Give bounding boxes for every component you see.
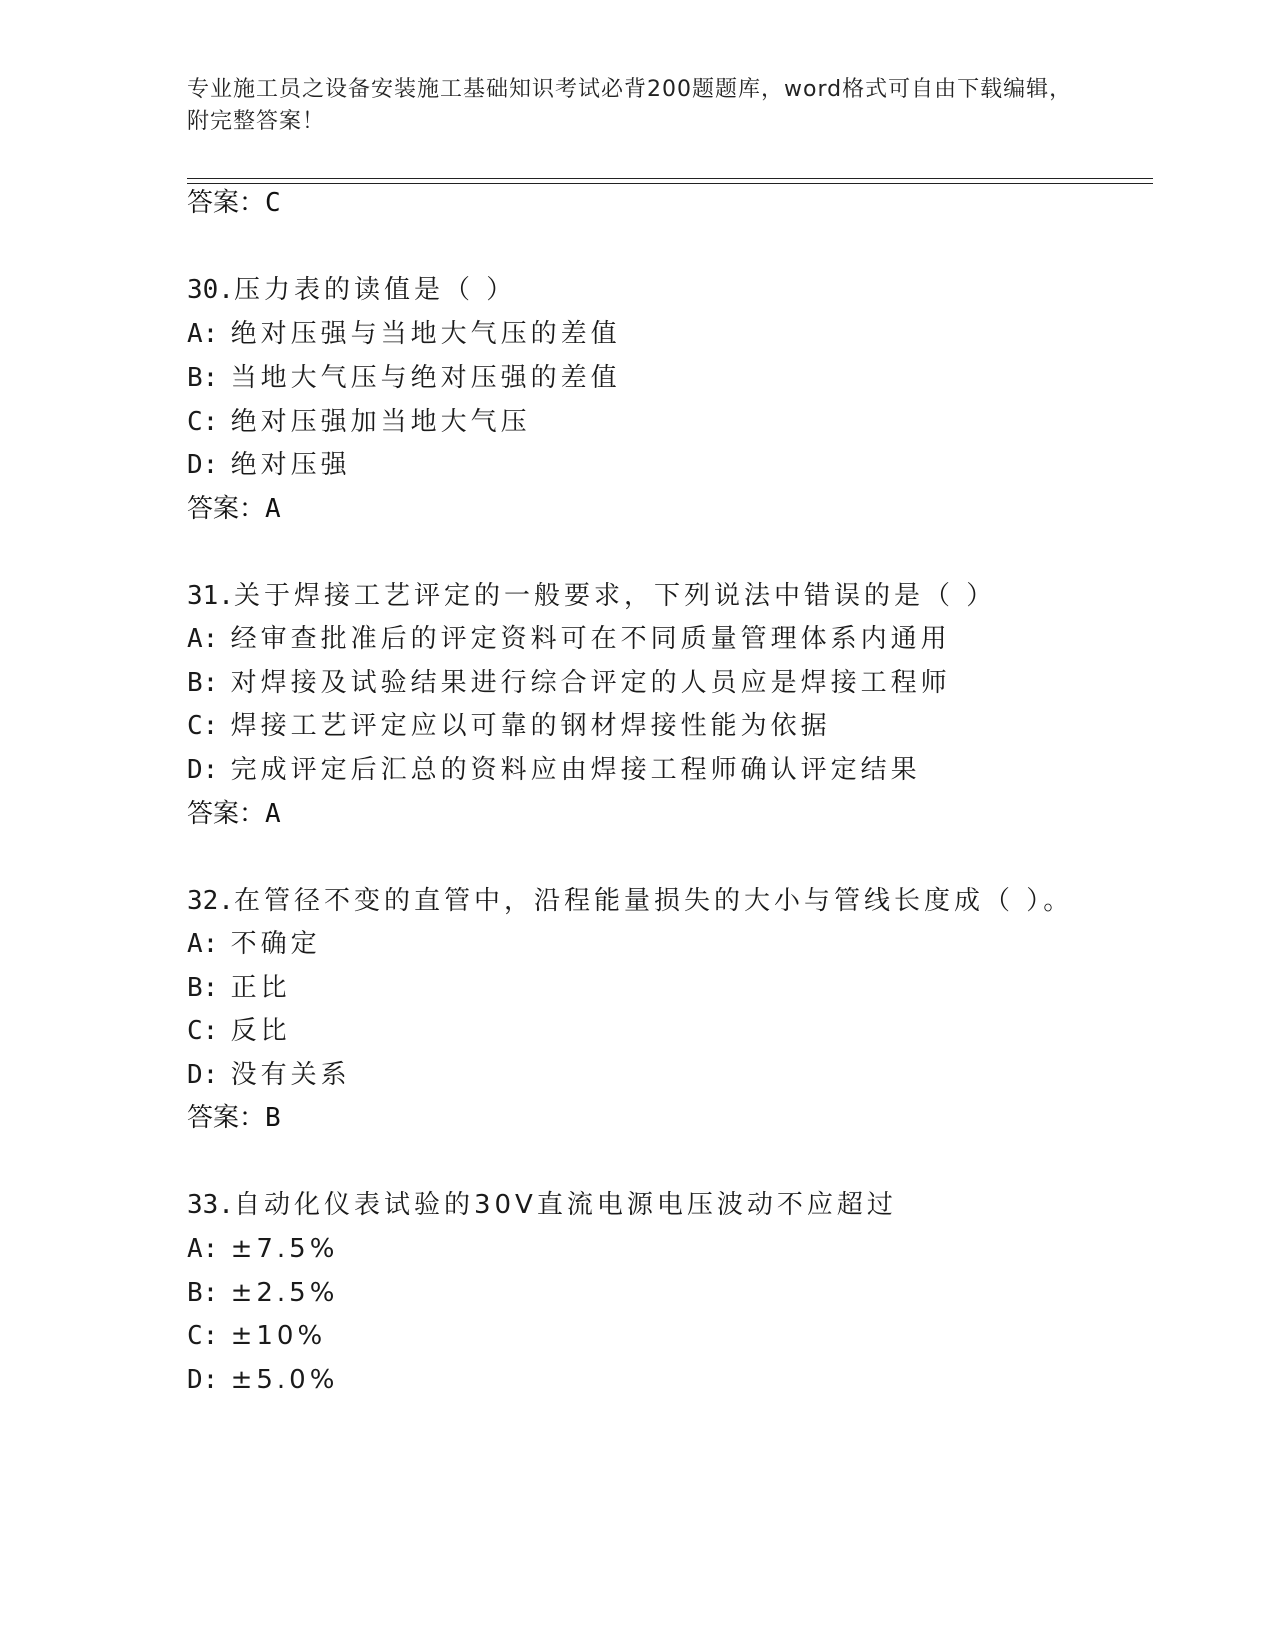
option-key: C: (187, 407, 219, 437)
option-text: ±7.5% (230, 1234, 339, 1264)
option-key: D: (187, 1060, 219, 1090)
question-text: 压力表的读值是（ ） (233, 275, 517, 305)
option-key: D: (187, 755, 219, 785)
option-key: C: (187, 711, 219, 741)
option-text: ±10% (230, 1321, 327, 1351)
question-33-option-c (187, 1319, 326, 1353)
question-33-option-b (187, 1276, 338, 1310)
answer-value: C (265, 188, 281, 218)
answer-label: 答案： (187, 494, 266, 524)
option-text: 对焊接及试验结果进行综合评定的人员应是焊接工程师 (230, 668, 951, 698)
option-text: 没有关系 (230, 1060, 351, 1090)
question-33-option-d (187, 1363, 338, 1397)
answer-label: 答案： (187, 1103, 266, 1133)
question-33-stem (187, 1188, 897, 1222)
option-text: 经审查批准后的评定资料可在不同质量管理体系内通用 (230, 624, 951, 654)
header-divider-bottom (187, 183, 1153, 184)
question-31-answer (187, 797, 281, 831)
answer-value: A (265, 494, 281, 524)
question-30-option-a (187, 317, 621, 351)
answer-value: B (265, 1103, 281, 1133)
question-32-option-c (187, 1014, 291, 1048)
question-30-answer (187, 492, 281, 526)
option-key: A: (187, 319, 219, 349)
question-32-option-b (187, 971, 291, 1005)
question-31-option-d (187, 753, 921, 787)
option-key: D: (187, 450, 219, 480)
question-32-answer (187, 1101, 281, 1135)
option-text: 完成评定后汇总的资料应由焊接工程师确认评定结果 (230, 755, 921, 785)
option-text: 绝对压强加当地大气压 (230, 407, 531, 437)
question-31-option-b (187, 666, 951, 700)
question-33-option-a (187, 1232, 338, 1266)
option-text: 正比 (230, 973, 291, 1003)
option-key: A: (187, 624, 219, 654)
header-divider-top (187, 178, 1153, 179)
option-text: ±5.0% (230, 1365, 339, 1395)
question-number: 31. (187, 581, 234, 611)
option-key: C: (187, 1016, 219, 1046)
question-31-stem (187, 579, 996, 613)
question-text: 关于焊接工艺评定的一般要求，下列说法中错误的是（ ） (233, 581, 997, 611)
option-key: B: (187, 973, 219, 1003)
option-text: ±2.5% (230, 1278, 339, 1308)
question-30-option-b (187, 361, 621, 395)
option-text: 焊接工艺评定应以可靠的钢材焊接性能为依据 (230, 711, 831, 741)
answer-label: 答案： (187, 188, 266, 218)
option-text: 反比 (230, 1016, 291, 1046)
option-key: B: (187, 668, 219, 698)
option-key: A: (187, 1234, 219, 1264)
option-text: 当地大气压与绝对压强的差值 (230, 363, 621, 393)
question-31-option-c (187, 709, 831, 743)
option-text: 不确定 (230, 929, 321, 959)
question-30-option-c (187, 405, 531, 439)
prev-answer-line (187, 186, 281, 220)
question-number: 33. (187, 1190, 234, 1220)
question-32-stem (187, 884, 1073, 918)
document-header: 专业施工员之设备安装施工基础知识考试必背200题题库，word格式可自由下载编辑，附完整答案！ (187, 77, 1073, 134)
question-32-option-a (187, 927, 321, 961)
answer-label: 答案： (187, 799, 266, 829)
question-30-option-d (187, 448, 351, 482)
question-text: 在管径不变的直管中，沿程能量损失的大小与管线长度成（ ）。 (233, 886, 1074, 916)
option-text: 绝对压强与当地大气压的差值 (230, 319, 621, 349)
question-32-option-d (187, 1058, 351, 1092)
option-key: D: (187, 1365, 219, 1395)
question-30-stem (187, 273, 516, 307)
option-key: B: (187, 1278, 219, 1308)
option-key: C: (187, 1321, 219, 1351)
question-number: 32. (187, 886, 234, 916)
option-key: A: (187, 929, 219, 959)
question-text: 自动化仪表试验的30V直流电源电压波动不应超过 (233, 1190, 897, 1220)
question-number: 30. (187, 275, 234, 305)
answer-value: A (265, 799, 281, 829)
option-key: B: (187, 363, 219, 393)
option-text: 绝对压强 (230, 450, 351, 480)
question-31-option-a (187, 622, 951, 656)
